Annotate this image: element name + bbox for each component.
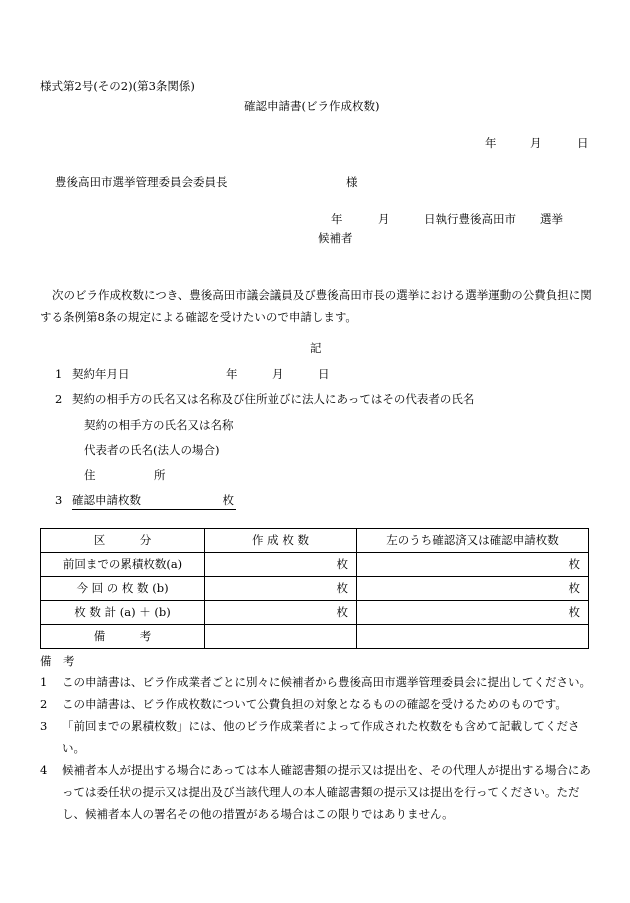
item3-unit: 枚 [222,493,234,507]
header-created-count: 作 成 枚 数 [205,529,357,553]
item2-label: 契約の相手方の氏名又は名称及び住所並びに法人にあってはその代表者の氏名 [72,392,475,406]
row-confirmed-cell[interactable]: 枚 [357,577,589,601]
note-num: 4 [40,763,48,777]
item1-month: 月 [272,367,284,381]
item1-year: 年 [226,367,238,381]
ki-heading: 記 [310,341,322,355]
header-confirmed-count: 左のうち確認済又は確認申請枚数 [357,529,589,553]
item1-label: 契約年月日 [72,367,130,381]
item2-sub-representative: 代表者の氏名(法人の場合) [84,443,220,457]
date-day: 日 [577,136,589,150]
note-item [40,693,592,715]
note-item [40,759,592,825]
addressee-honorific: 様 [346,175,358,189]
row-label: 前回までの累積枚数(a) [41,553,205,577]
item1-day: 日 [318,367,330,381]
note-item [40,671,592,693]
remarks-cell[interactable] [205,625,357,649]
row-label: 備 考 [41,625,205,649]
table-header-row [41,529,589,553]
candidate-label: 候補者 [318,231,353,245]
row-confirmed-cell[interactable]: 枚 [357,601,589,625]
header-category: 区 分 [41,529,205,553]
item2-sub-address-a: 住 [84,468,96,482]
item1-num: 1 [55,367,63,381]
note-num: 2 [40,697,48,711]
item2-num: 2 [55,392,63,406]
item3-num: 3 [55,493,63,507]
row-confirmed-cell[interactable]: 枚 [357,553,589,577]
note-text: 「前回までの累積枚数」には、他のビラ作成業者によって作成された枚数をも含めて記載してください。 [62,719,580,755]
notes-heading: 備 考 [40,654,75,668]
date-month: 月 [530,136,542,150]
note-text: この申請書は、ビラ作成枚数について公費負担の対象となるものの確認を受けるためのものです。 [62,697,567,711]
item3-field [72,494,236,510]
item2-sub-name: 契約の相手方の氏名又は名称 [84,418,234,432]
note-item [40,715,592,759]
note-text: 候補者本人が提出する場合にあっては本人確認書類の提示又は提出を、その代理人が提出する場合にあっては委任状の提示又は提出及び当該代理人の本人確認書類の提示又は提出を行ってください。ただし、候補者本人の署名その他の措置がある場合はこの限りではありません。 [62,763,591,821]
addressee-name: 豊後高田市選挙管理委員会委員長 [55,175,228,189]
intro-paragraph: 次のビラ作成枚数につき、豊後高田市議会議員及び豊後高田市長の選挙における選挙運動の公費負担に関する条例第8条の規定による確認を受けたいので申請します。 [40,288,592,324]
count-table [40,528,589,649]
item3-label: 確認申請枚数 [72,493,141,507]
item2-sub-address-b: 所 [154,468,166,482]
election-month: 月 [378,212,390,226]
election-year: 年 [331,212,343,226]
table-row-remarks [41,625,589,649]
election-exec: 日執行豊後高田市 [424,212,516,226]
note-num: 3 [40,719,48,733]
row-created-cell[interactable]: 枚 [205,577,357,601]
row-label: 今 回 の 枚 数 (b) [41,577,205,601]
form-label: 様式第2号(その2)(第3条関係) [40,79,195,93]
document-title: 確認申請書(ビラ作成枚数) [244,99,380,113]
row-label: 枚 数 計 (a) ＋ (b) [41,601,205,625]
remarks-cell[interactable] [357,625,589,649]
table-row [41,553,589,577]
table-row [41,577,589,601]
row-created-cell[interactable]: 枚 [205,553,357,577]
table-row [41,601,589,625]
note-text: この申請書は、ビラ作成業者ごとに別々に候補者から豊後高田市選挙管理委員会に提出してください。 [62,675,591,689]
election-type: 選挙 [540,212,563,226]
notes-list [40,671,592,825]
row-created-cell[interactable]: 枚 [205,601,357,625]
date-year: 年 [485,136,497,150]
note-num: 1 [40,675,48,689]
